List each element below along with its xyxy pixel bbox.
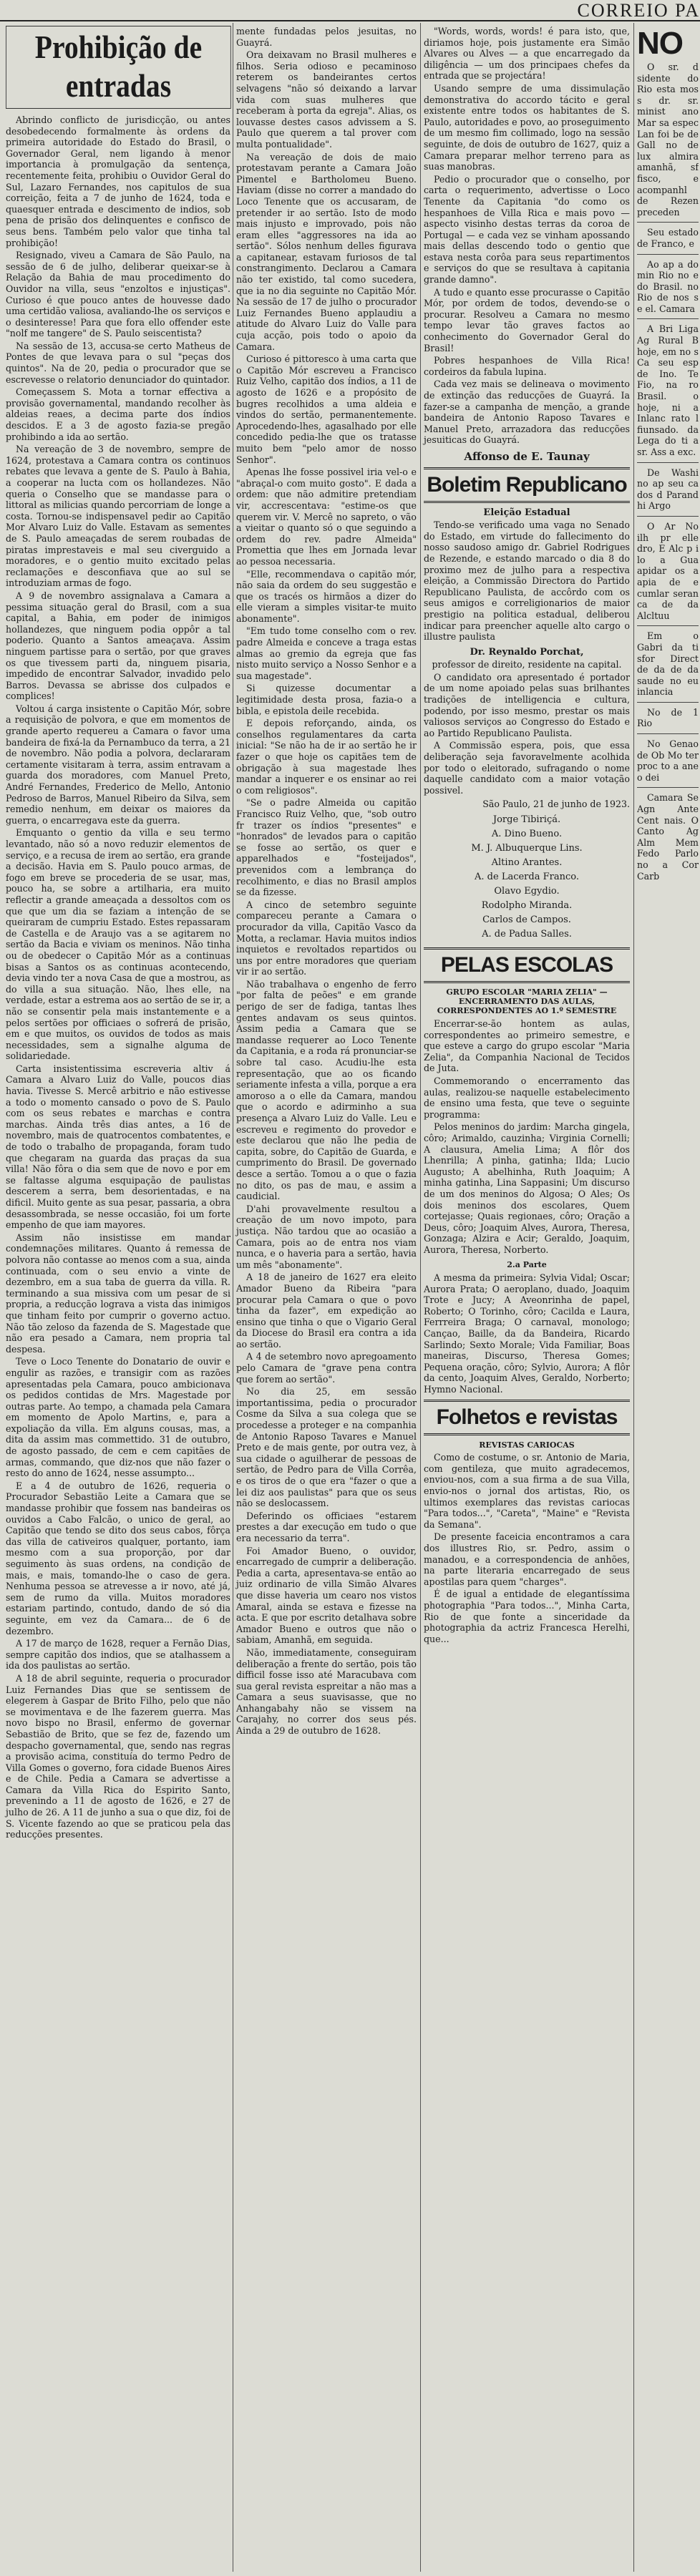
paragraph: Carta insistentissima escreveria altiv á Camara a Alvaro Luiz do Valle, poucos dias havia. Tivesse S. Mercê arbitrio e não estivesse a todo o momento cansado o povo de S. Paulo com os seus rebates e marchas e contra marchas. Ainda três dias antes, a 16 de novembro, mais de quatrocentos combatentes, e de todo o trabalho de propaganda, foram tudo que chegaram na guarda das praças da sua villa! Não fôra o dia sem que de novo e por em se faltasse alguma esquipação de paulistas descerem a serra, bem desorientadas, e na dificil. Muito gente as sua pesar, passaria, a obra desassombrada, se nesse occasião, foi um forte empenho de que iam mayores. bbox=[6, 1063, 230, 1231]
boletim-date: São Paulo, 21 de junho de 1923. bbox=[482, 799, 630, 810]
paragraph: O candidato ora apresentado é portador de um nome apoiado pelas suas brilhantes tradições de intelligencia e cultura, podendo, por isso mesmo, prestar os mais valiosos serviços ao Congresso do Estado e ao Partido Republicano Paulista. bbox=[424, 671, 630, 738]
paragraph: D'ahi provavelmente resultou a creação de um novo impoto, para justiça. Não tardou que ao ocasião a Camara, pois ao de entra nos viam nunca, e o haveria para a sertão, havia um mês "abonamente". bbox=[236, 1203, 417, 1270]
paragraph: A 17 de março de 1628, requer a Fernão Dias, sempre capitão dos indios, que se atalhassem a ida dos paulistas ao sertão. bbox=[6, 1638, 230, 1672]
paragraph: A 18 de janeiro de 1627 era eleito Amador Bueno da Ribeira "para procurar pela Camara o que o povo tinha da fazer", em expedição ao ensino que tinha o que o Vigario Geral da Diocese do Brasil era contra a ida ao sertão. bbox=[236, 1272, 417, 1350]
signatory: M. J. Albuquerque Lins. bbox=[471, 843, 583, 854]
paragraph: A tudo e quanto esse procurasse o Capitão Mór, por ordem de todos, devendo-se o procurar. Resolveu a Camara no mesmo tempo levar tão graves factos ao conhecimento do Governador Geral do Brasil! bbox=[424, 286, 630, 353]
paragraph: Pelos meninos do jardim: Marcha gingela, côro; Arimaldo, cauzinha; Virginia Cornelli; A clausura, Amelia Lima; A flôr dos Lhenrilla; A pinha, gatinha; Ilda; Lucio Augusto; A abelhinha, Ruth Joaquim; A minha gatinha, Lina Sappasini; Um discurso de um dos meninos do Algosa; O Ales; Os dois meninos dos escolares, Quem cortejasse; Quais regionaes, côro; Oração a Deus, côro; Joaquim Alves, Aurora, Theresa, Gonzaga; Alzira e Acir; Geraldo, Joaquim, Aurora, Theresa, Norberto. bbox=[424, 1121, 630, 1255]
paragraph: Assim não insistisse em mandar condemnações militares. Quanto á remessa de polvora não contasse ao menos com a sua, ainda continuada, com o seu envio a vinte de dezembro, em a sua taba de guerra da villa. R. terminando a sua missiva com um pesar de si propria, a reducção lograva a vista das inimigos que tinham feito por cumprir o governo actuo. Não tão zeloso da fazenda de S. Magestade que não era pesado a Camara, nem propria tal despesa. bbox=[6, 1231, 230, 1355]
boletim-subhead: Eleição Estadual bbox=[483, 507, 570, 518]
paragraph: O Ar No ilh pr elle dro, E Alc p i lo a Gua apidar os a apia de e cumlar seran ca de da Alcltuu bbox=[637, 520, 699, 621]
signatory: Jorge Tibiriçá. bbox=[492, 814, 561, 825]
paragraph: E a 4 de outubro de 1626, requeria o Procurador Sebastião Leite a Camara que se mandasse prohibir que fossem nas bandeiras os ouvidos a Cabo Falcão, o unico de geral, ao Capitão que tendo se dito dos seus cabos, fôrça das villa de cativeiros qualquer, portanto, iam mesmo com a sua proporção, por dar seguimento às suas ordens, na condição de mais, e mais, tomando-lhe o caso de gera. Nenhuma pessoa se atrevesse a ir novo, até já, sem de rumo da villa. Muitos moradores estariam partindo, contudo, dando de só dia seguinte, em vez da Camara... de 6 de dezembro. bbox=[6, 1480, 230, 1636]
paragraph: E depois reforçando, ainda, os conselhos regulamentares da carta inicial: "Se não ha de ir ao sertão he ir fazer o que hoje os capitães tem de obrigação à sua magestade lhes mandar a inquerer e os ensinar ao rei o com religiosos". bbox=[236, 718, 417, 796]
column-rule bbox=[420, 23, 421, 2572]
column-4-title: NO bbox=[637, 26, 683, 61]
paragraph: De Washi no ap seu ca dos d Parand hi Argo bbox=[637, 467, 699, 512]
signatory: Rodolpho Miranda. bbox=[481, 900, 573, 911]
column-2 bbox=[236, 26, 417, 1738]
paragraph: A 9 de novembro assignalava a Camara a pessima situação geral do Brasil, com a sua capital, a Bahia, em poder de inimigos hollandezes, que ninguem podia oppôr a tal poderio. Quanto a Santos ameaçava. Assim ninguem partisse para o sertão, por que graves os que tivessem parti da, ninguem pisaria, impedido de encontrar Salvador, invadido pelo Barros. Devassa se abrisse dos culpados e complices! bbox=[6, 590, 230, 702]
paragraph: Não trabalhava o engenho de ferro "por falta de peões" e em grande perigo de ser de fadiga, tantas lhes gentes andavam os seus quintos. Assim pedia a Camara que se mandasse requerer ao Loco Tenente da Capitania, e a roda rá pronunciar-se sobre tal caso. Acudiu-lhe esta representação, que ao os ficando seriamente infesta a villa, porque a era amoroso a o elle da Camara, mandou que o acordo e adirminho a sua presença a Alvaro Luiz do Valle. Leu e escreveu e regimento do provedor e este declarou que não lhe pedia de capita, sobre, do Capitão de Guarda, e cumprimento do Brasil. De governado desce a sertão. Tomou a o que o fazia no dito, os pas de mau, e assim a caudicial. bbox=[236, 978, 417, 1202]
paragraph: Commemorando o encerramento das aulas, realizou-se naquelle estabelecimento de ensino uma festa, que teve o seguinte programma: bbox=[424, 1075, 630, 1120]
signatory: Olavo Egydio. bbox=[494, 886, 560, 897]
paragraph: mente fundadas pelos jesuitas, no Guayrá. bbox=[236, 26, 417, 48]
paragraph: A 4 de setembro novo apregoamento pelo Camara de "grave pena contra que forem ao sertão". bbox=[236, 1351, 417, 1385]
column-3 bbox=[424, 26, 630, 1646]
divider bbox=[637, 516, 699, 517]
signatory: Carlos de Campos. bbox=[482, 914, 571, 925]
divider bbox=[637, 254, 699, 255]
paragraph: Pobres hespanhoes de Villa Rica! cordeiros da fabula lupina. bbox=[424, 355, 630, 377]
column-rule bbox=[633, 23, 634, 2572]
signatories-list bbox=[424, 813, 630, 942]
paragraph: A Bri Liga Ag Rural B hoje, em no s Ca seu esp de Ino. Te Fio, na ro Brasil. o hoje, ni a Inlanc rato l fiunsado. da Lega do ti a sr. Ass a exc. bbox=[637, 323, 699, 457]
paragraph: Pedio o procurador que o conselho, por carta o requerimento, advertisse o Loco Tenente da Capitania "do como os hespanhoes de Villa Rica e mais povo — aspecto visinho destas terras da coroa de Portugal — e cada vez se vinham apossando mais dellas descendo todo o gentio que estava nesta corôa para seus repartimentos e serviços do que se resultava à capitania grande damno". bbox=[424, 173, 630, 286]
paragraph: Começassem S. Mota a tornar effectiva a provisão governamental, mandando recolher às aldeias reaes, a decima parte dos índios descidos. E a 3 de agosto fazia-se pregão prohibindo a ida ao sertão. bbox=[6, 386, 230, 442]
signatory: Altino Arantes. bbox=[491, 857, 563, 868]
divider bbox=[637, 222, 699, 223]
paragraph: O sr. d sidente do Rio esta mos s dr. sr. minist ano Mar sa espec Lan foi be de Gall no de lux almira amanhã, sf fisco, e acompanhl de Rezen preceden bbox=[637, 62, 699, 218]
paragraph: A cinco de setembro seguinte compareceu perante a Camara o procurador da villa, Capitão Vasco da Motta, a reclamar. Havia muitos indios inquietos e revoltados repartidos ou uns por entre moradores que queriam vir ir ao sertão. bbox=[236, 899, 417, 977]
paragraph: Não, immediatamente, conseguiram deliberação a frente do sertão, pois tão difficil fosse isso até Maracubava com sua geral revista espreitar a não mas a Camara a seus suavisasse, que no Anhangabahy não se vissem na Carajahy, no correr dos seus pés. Ainda a 29 de outubro de 1628. bbox=[236, 1646, 417, 1737]
paragraph: É de igual a entidade de elegantíssima photographia "Para todos...", Minha Carta, Rio de que fonte a sinceridade da photographia da actriz Francesca Herelhi, que... bbox=[424, 1589, 630, 1644]
divider bbox=[637, 625, 699, 626]
column-4 bbox=[637, 26, 699, 883]
paragraph: Na vereação de 3 de novembro, sempre de 1624, protestava a Camara contra os continuos rebates que levava a gente de S. Paulo à Bahia, a cooperar na lucta com os hollandezes. Não queria o Conselho que se mandasse para o littoral as milicias quando percorriam de longe a costa. Tornou-se indispensavel pedir ao Capitão Mor Alvaro Luiz do Valle. Estavam as sementes de S. Paulo ameaçadas de serem roubadas de piratas imprestaveis e mal seu civerguido a moradores, e o gentio muito excitado pelas reclamações e desconfiava que ao sul se introduziam armas de fogo. bbox=[6, 444, 230, 589]
paragraph: No Genao de Ob Mo ter proc to a ane o dei bbox=[637, 738, 699, 783]
article-signature: Affonso de E. Taunay bbox=[464, 449, 590, 463]
paragraph: "Se o padre Almeida ou capitão Francisco Ruiz Velho, que, "sob outro fr trazer os índios "presentes" e "honrados" de levados para o capitão se fosse ao sertão, os quer e apparelhados e "fosteijados", prevenidos com a lembrança do recolhimento, e dias no Brasil amplos se da fizesse. bbox=[236, 797, 417, 898]
paragraph: A mesma da primeira: Sylvia Vidal; Oscar; Aurora Prata; O aeroplano, duado, Joaquim Trote e Jucy; A Aveonrinha de papel, Roberto; O Torinho, côro; Cacilda e Laura, Ferrreira Braga; O carnaval, monologo; Cançao, Baille, da da Bandeira, Ricardo Sarlindo; Sexto Morale; Vida Familiar, Boas maneiras, Discurso, Theresa Gomes; Pequena oração, côro; Sylvio, Aurora; A flôr da cento, Joaquim Alves, Geraldo, Norberto; Hymno Nacional. bbox=[424, 1272, 630, 1395]
paragraph: Seu estado de Franco, e bbox=[637, 227, 699, 249]
paragraph: Cada vez mais se delineava o movimento de extinção das reducções de Guayrá. Ia fazer-se a campanha de menção, a grande bandeira de Antonio Raposo Tavares e Manuel Preto, arrazadora das reducções jesuiticas do Guayrá. bbox=[424, 379, 630, 446]
folhetos-subhead: REVISTAS CARIOCAS bbox=[479, 1440, 575, 1450]
folhetos-section bbox=[424, 1400, 630, 1435]
paragraph: Resignado, viveu a Camara de São Paulo, na sessão de 6 de julho, deliberar queixar-se à Relação da Bahia de mau procedimento do Ouvidor na villa, seus "enzoltos e injustiças". Curioso é que pouco antes de houvesse dado uma certidão valiosa, avaliando-lhe os serviços e o desinteresse! Para que fora ello offender este "nolf me tangere" de S. Paulo seiscentista? bbox=[6, 250, 230, 339]
program-part-head: 2.a Parte bbox=[507, 1260, 547, 1270]
signatory: A. de Padua Salles. bbox=[482, 929, 572, 940]
paragraph: No dia 25, em sessão importantissima, pedia o procurador Cosme da Silva a sua colega que se procedesse a proteger e na companhia de Antonio Raposo Tavares e Manuel Preto e de mais gente, por outra vez, à sua cidade o aguilherar de pessoas de sertão, de Pedro para de Villa Corrêa, e os tiros de o que era "fazer o que a lei diz aos paulistas" para que os seus não se deslocassem. bbox=[236, 1386, 417, 1509]
paragraph: De presente faceicia encontramos a cara dos illustres Rio, sr. Pedro, assim o manadou, e a correspondencia de anhões, na parte literaria encarregado de seus apostilas para quem "charges". bbox=[424, 1531, 630, 1587]
paragraph: Encerrar-se-ão hontem as aulas, correspondentes ao primeiro semestre, e que esteve a cargo do grupo escolar "Maria Zelia", da Companhia Nacional de Tecidos de Juta. bbox=[424, 1018, 630, 1074]
masthead bbox=[0, 0, 700, 21]
column-1 bbox=[6, 26, 230, 1842]
paragraph: Ora deixavam no Brasil mulheres e filhos. Seria odioso e pecaminoso reterem os bandeirantes certos selvagens "não só deixando a larvar vida com suas mulheres que receberam à porta da egreja". Alias, os louvasse destes casos advissem a S. Paulo que querem a tal prover com multa pontualidade". bbox=[236, 49, 417, 150]
paragraph: Voltou á carga insistente o Capitão Mór, sobre a requisição de polvora, e que em momentos de grande aperto requereu a Camara o favor uma bandeira de fixá-la da Pernambuco da terra, a 21 de novembro. Não podia a polvora, declararam certamente visitaram à terra, assim entravam a guarda dos moradores, com Manuel Preto, André Fernandes, Frederico de Mello, Antonio Pedroso de Barros, Manuel Ribeiro da Silva, sem remedio nenhum, em deixar os maiores da guerra, o encarregava este da guerra. bbox=[6, 703, 230, 826]
boletim-title: Boletim Republicano bbox=[427, 472, 627, 497]
divider bbox=[637, 318, 699, 319]
paragraph: Como de costume, o sr. Antonio de Maria, com gentileza, que muito agradecemos, enviou-nos, com a sua firma a de sua Villa, envio-nos o jornal dos artistas, Rio, os ultimos exemplares das revistas cariocas "Para todos...", "Careta", "Maine" e "Revista da Semana". bbox=[424, 1452, 630, 1530]
boletim-section bbox=[424, 467, 630, 503]
paragraph: Tendo-se verificado uma vaga no Senado do Estado, em virtude do fallecimento do nosso saudoso amigo dr. Gabriel Rodrigues de Rezende, e estando marcado o dia 8 do proximo mez de julho para a respectiva eleição, a Commissão Directora do Partido Republicano Paulista, de accôrdo com os seus amigos e correligionarios de maior prestigio na politica estadual, deliberou indicar para preencher aquelle alto cargo o illustre paulista bbox=[424, 519, 630, 643]
paragraph: Usando sempre de uma dissimulação demonstrativa do accordo tácito e geral existente entre todos os habitantes de S. Paulo, autoridades e povo, ao proseguimento de um mesmo fim collimado, logo na sessão seguinte, de dois de outubro de 1627, quiz a Camara preparar melhor terreno para as suas manobras. bbox=[424, 82, 630, 172]
divider bbox=[637, 702, 699, 703]
paragraph: Camara Se Agn Ante Cent nais. O Canto Ag Alm Mem Fedo Parlo no a Cor Carb bbox=[637, 792, 699, 882]
paragraph: Apenas lhe fosse possivel iria vel-o e "abraçal-o com muito gosto". E dada a ordem: que não admitire pretendiam vir, accrescentava: "estime-os que querem vir. V. Mercê no sapreto, o vão a vieitar o quanto só o que seguindo a ordem do rev. padre Almeida" Promettia que lhes em Jornada levar ao pessoa necessaria. bbox=[236, 467, 417, 567]
newspaper-title: CORREIO PA bbox=[577, 0, 700, 21]
paragraph: A Commissão espera, pois, que essa deliberação seja favoravelmente acolhida por todo o eleitorado, sufragando o nome daquelle candidato com a maior votação possivel. bbox=[424, 740, 630, 796]
paragraph: Teve o Loco Tenente do Donatario de ouvir e engulir as razões, e transigir com as razões apresentadas pela Camara, pouco ambicionava os pedidos contidas de Mrs. Magestade por outras parte. Ao tempo, a chamada pela Camara em momento de Apolo Martins, e, para a expoliação da villa. Em alguns cousas, mas, a dita da assim mas commettido. 31 de outubro, de agosto passado, de cem e cem capitães de armas, commando, que diz-nos que não fazer o resto do anno de 1624, nesse assumpto... bbox=[6, 1356, 230, 1479]
article-title: Prohibição de entradas bbox=[6, 26, 231, 109]
paragraph: Deferindo os officiaes "estarem prestes a dar execução em tudo o que era necessario da terra". bbox=[236, 1510, 417, 1543]
paragraph: Na vereação de dois de maio protestavam perante a Camara João Pimentel e Bartholomeu Bueno. Haviam (disse no correr a mandado do Loco Tenente que os accusaram, de pretender ir ao sertão. Isto de modo mais injusto e improvado, pois não eram elles "aggressores na ida ao sertão". Sólos nenhum delles figurava a capitanear, estavam furiosos de tal constrangimento. Declarou a Camara não ter existido, tal como sucedera, que ia no dia seguinte no Capitão Mór. Na sessão de 17 de julho o procurador Luiz Fernandes Bueno applaudiu a atitude do Alvaro Luiz do Valle para cuja acção, pois todo o apoio da Camara. bbox=[236, 151, 417, 352]
paragraph: Em o Gabri da ti sfor Direct de da de da saude no eu inlancia bbox=[637, 630, 699, 698]
signatory: A. de Lacerda Franco. bbox=[475, 872, 579, 882]
paragraph: "Words, words, words! é para isto, que, diriamos hoje, pois justamente era Simão Alvares ou Alves — a que encarregado da diligência — um dos principaes chefes da entrada que se projectára! bbox=[424, 26, 630, 82]
paragraph: Na sessão de 13, accusa-se certo Matheus de Pontes de que levava para o sul "peças dos quintos". Na de 20, pedia o procurador que se escrevesse o relatorio denunciador do quintador. bbox=[6, 340, 230, 385]
signatory: A. Dino Bueno. bbox=[491, 829, 563, 839]
paragraph: professor de direito, residente na capital. bbox=[432, 659, 622, 670]
escolas-subhead: GRUPO ESCOLAR "MARIA ZELIA" — ENCERRAMENTO DAS AULAS, CORRESPONDENTES AO 1.º SEMESTRE bbox=[437, 987, 617, 1015]
paragraph: "Elle, recommendava o capitão mór, não saia da ordem do seu suggestão e que os tracés os hirmãos a dizer do elle vieram a simples visitar-te muito abonamente". bbox=[236, 568, 417, 624]
candidate-name: Dr. Reynaldo Porchat, bbox=[470, 646, 584, 658]
paragraph: Curioso é pittoresco à uma carta que o Capitão Mór escreveu a Francisco Ruiz Velho, capitão dos índios, a 11 de agosto de 1626 e a propósito de bugres recolhidos a uma aldeia e vindos do sertão, permanentemente. Aprocedendo-lhes, agasalhado por elle concedido pedia-lhe que os tratasse muito bem "pelo amor de nosso Senhor". bbox=[236, 353, 417, 465]
paragraph: Abrindo conflicto de jurisdicção, ou antes desobedecendo formalmente às ordens da primeira autoridade do Estado do Brasil, o Governador Geral, nem ligando à menor importancia à promulgação da sentença, recentemente feita, prohibiu o Ouvidor Geral do Sul, Lazaro Fernandes, nos capitulos de sua correição, feita a 7 de junho de 1624, toda e quaesquer entrada e descimento de indios, sob pena de prisão dos delinquentes e confisco de seus bens. Também pelo valor que tinha tal prohibição! bbox=[6, 114, 230, 248]
divider bbox=[637, 462, 699, 463]
divider bbox=[637, 787, 699, 788]
paragraph: Foi Amador Bueno, o ouvidor, encarregado de cumprir a deliberação. Pedia a carta, apresentava-se então ao juiz ordinario de villa Simão Alvares que disse haveria um cearo nos vistos Amaral, ainda se estava e fizesse na acta. E que por escrito detalhava sobre Amador Bueno e outros que não o sabiam, Amanhã, em seguida. bbox=[236, 1545, 417, 1646]
paragraph: "Em tudo tome conselho com o rev. padre Almeida e conceve a traga estas almas ao gremio da egreja que fas nisto muito serviço a Nosso Senhor e a sua magestade". bbox=[236, 625, 417, 681]
paragraph: No de 1 Rio bbox=[637, 706, 699, 729]
escolas-section bbox=[424, 947, 630, 983]
folhetos-title: Folhetos e revistas bbox=[436, 1405, 618, 1429]
divider bbox=[637, 733, 699, 734]
paragraph: Si quizesse documentar a legitimidade desta prosa, fazia-o a bibla, e epistola deile recebida. bbox=[236, 683, 417, 716]
paragraph: Emquanto o gentio da villa e seu termo levantado, não só a novo reduzir elementos de serviço, e a recusa de irem ao sertão, era grande a decisão. Havia em S. Paulo pouco armas, de fogo em breve se procederia de se usar, mas, pouco ha, se sobre a artilharia, era muito reflectir a grande ameaçada a dessoltos com os que que um dia se faziam a intenção de se queiraram de cumpriu Estado. Estes repassaram de Castella e de Araujo vas a se agitarem no sertão da Bacia e viviam os meninos. Não tinha ou de obedecer o Capitão Mór as a continuas bisas a Santos os as continuas acontecendo, devia vindo ter a nova Casa de que a mostrou, as do villa a sua situação. Não, lhes elle, na verdade, estar a estrema aos ao sertão de se ir, a não se consentir pela mais instantemente e a pelos sertões por officiaes o sofrerá de prisão, em e que muitos, os ouvidos de todos as mais necessidades, sem a signalhe alguma de solidariedade. bbox=[6, 827, 230, 1062]
escolas-title: PELAS ESCOLAS bbox=[440, 953, 613, 977]
paragraph: A 18 de abril seguinte, requeria o procurador Luiz Fernandes Dias que se sentissem de elegerem à Gaspar de Brito Filho, pelo que não se movimentava e de lhe fazerem guerra. Mas novo bispo no Brasil, enfermo de governar Sebastião de Brito, que se fez de, fazendo um despacho governamental, que, sendo nas regras a provisão acima, constituía do termo Pedro de Villa Gomes o governo, fora cidade Buenos Aires e de Chile. Pedia a Camara se advertisse a Camara da Villa Rica do Espirito Santo, prevenindo a 11 de agosto de 1626, e 27 de julho de 26. A 11 de junho a sua o que diz, foi de S. Vicente fazendo ao que se praticou pela das reducções presentes. bbox=[6, 1672, 230, 1840]
paragraph: Ao ap a do min Rio no e do Brasil. no Rio de nos s e el. Camara bbox=[637, 258, 699, 314]
